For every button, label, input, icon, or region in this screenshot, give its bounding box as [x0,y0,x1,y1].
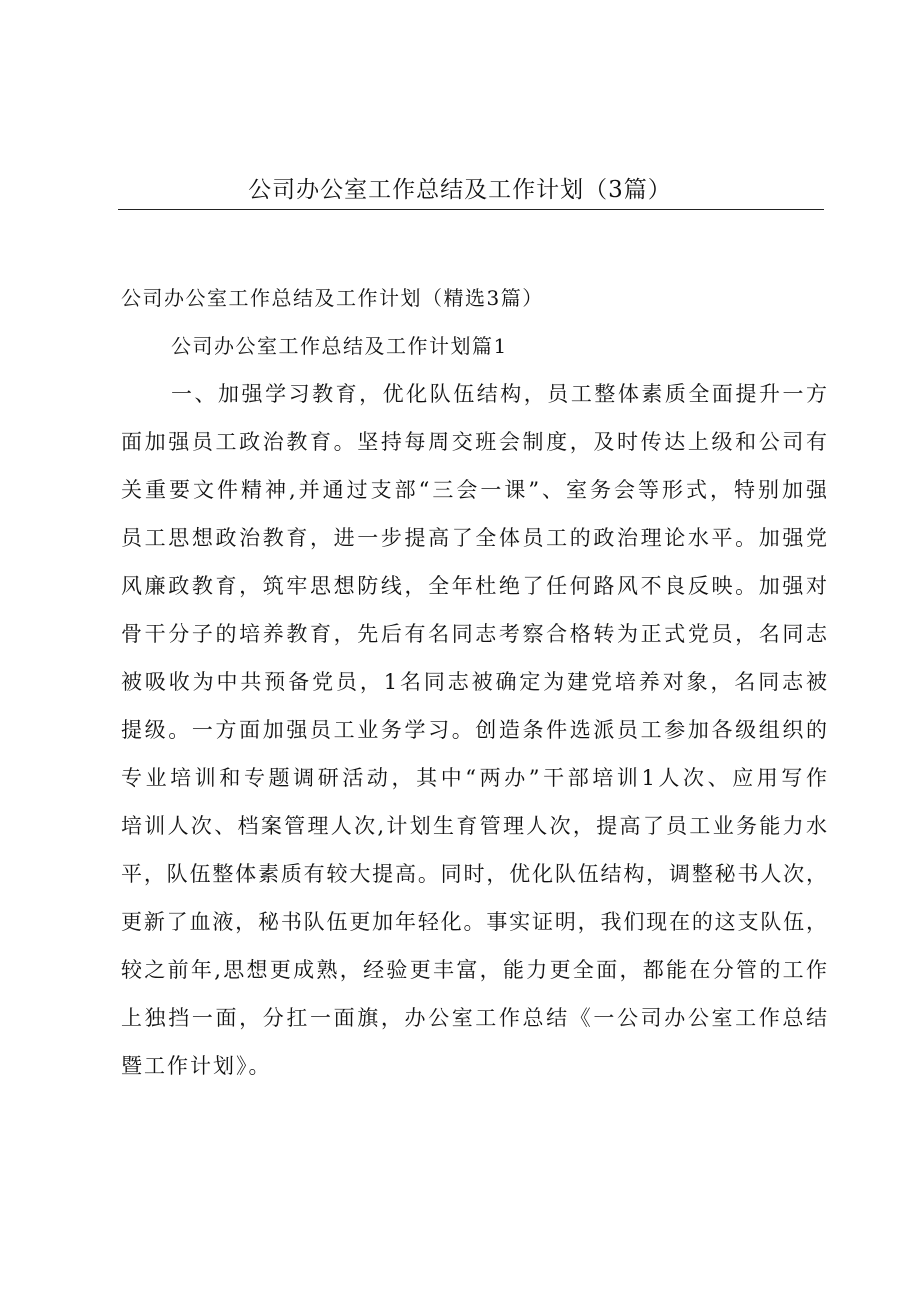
body-line: 暨工作计划》。 [121,1054,272,1078]
body-line: 面加强员工政治教育。坚持每周交班会制度，及时传达上级和公司有 [121,430,827,454]
body-line: 平，队伍整体素质有较大提高。同时，优化队伍结构，调整秘书人次， [121,862,827,886]
body-line: 风廉政教育，筑牢思想防线，全年杜绝了任何路风不良反映。加强对 [121,574,827,598]
body-line: 培训人次、档案管理人次,计划生育管理人次，提高了员工业务能力水 [121,814,827,838]
body-line: 被吸收为中共预备党员，1名同志被确定为建党培养对象，名同志被 [121,670,827,694]
body-line: 较之前年,思想更成熟，经验更丰富，能力更全面，都能在分管的工作 [121,958,827,982]
section-heading: 公司办公室工作总结及工作计划篇1 [171,334,508,358]
body-line: 员工思想政治教育，进一步提高了全体员工的政治理论水平。加强党 [121,526,827,550]
body-line: 一、加强学习教育，优化队伍结构，员工整体素质全面提升一方 [171,382,827,406]
body-line: 更新了血液，秘书队伍更加年轻化。事实证明，我们现在的这支队伍， [121,910,827,934]
document-title: 公司办公室工作总结及工作计划（3篇） [248,177,672,203]
body-line: 关重要文件精神,并通过支部“三会一课”、室务会等形式，特别加强 [121,478,827,502]
body-line: 专业培训和专题调研活动，其中“两办”干部培训1人次、应用写作 [121,766,827,790]
body-line: 上独挡一面，分扛一面旗，办公室工作总结《一公司办公室工作总结 [121,1006,827,1030]
body-paragraph [121,377,827,1097]
title-underline [118,209,824,210]
body-line: 提级。一方面加强员工业务学习。创造条件选派员工参加各级组织的 [121,718,827,742]
document-subtitle: 公司办公室工作总结及工作计划（精选3篇） [121,286,544,310]
body-line: 骨干分子的培养教育，先后有名同志考察合格转为正式党员，名同志 [121,622,827,646]
